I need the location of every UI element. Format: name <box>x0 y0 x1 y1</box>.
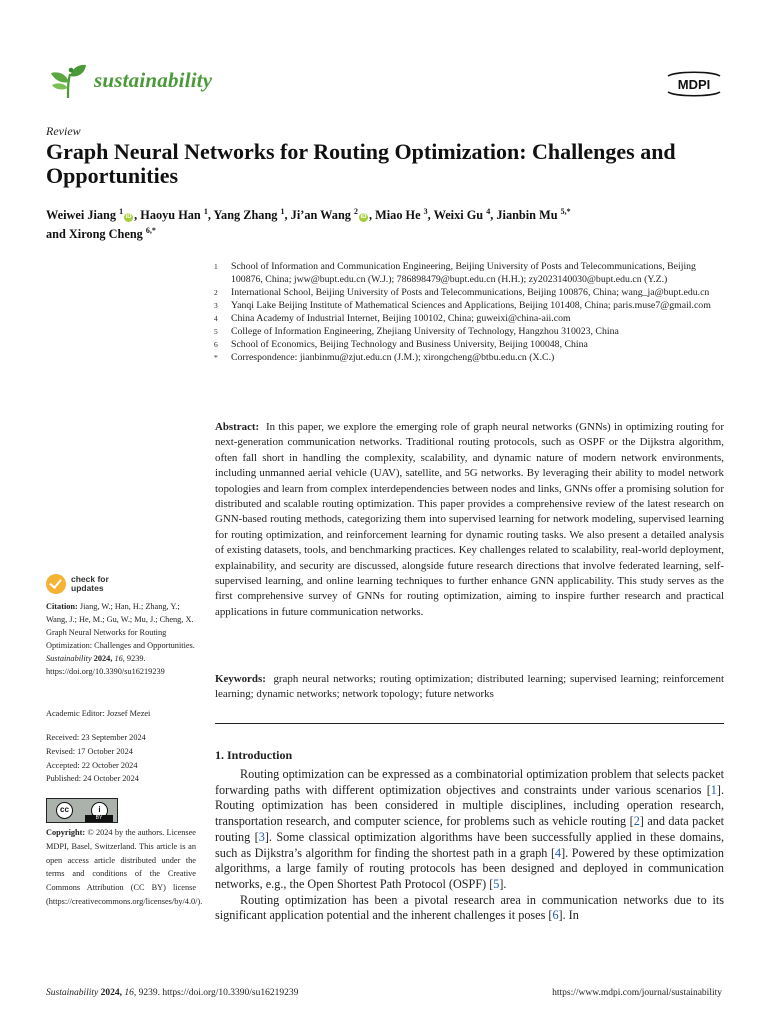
author-affiliation-mark: 4 <box>486 207 491 216</box>
affiliation-item <box>214 338 729 351</box>
affiliation-text: College of Information Engineering, Zhejiang University of Technology, Hangzhou 310023, China <box>231 326 619 337</box>
affiliation-mark: 3 <box>214 301 218 310</box>
mdpi-logo <box>664 70 724 98</box>
citation-label: Citation: <box>46 602 78 611</box>
footer-journal-url[interactable]: https://www.mdpi.com/journal/sustainability <box>552 988 722 998</box>
check-for-updates-button[interactable] <box>46 570 166 598</box>
reference-link[interactable]: 5 <box>493 876 500 891</box>
copyright-label: Copyright: <box>46 828 86 837</box>
author-name: Miao He <box>375 208 424 223</box>
article-title: Graph Neural Networks for Routing Optimization: Challenges and Opportunities <box>46 139 676 188</box>
copyright-notice: Copyright: © 2024 by the authors. Licensee MDPI, Basel, Switzerland. This article is an open access article distributed under the terms and conditions of the Creative Commons Attribution (CC BY) license (https://creativecommons.org/licenses/by/4.0/). <box>46 828 203 906</box>
affiliation-item <box>214 260 729 286</box>
introduction-body <box>215 767 724 924</box>
check-icon <box>46 574 66 594</box>
author-name: Ji’an Wang <box>290 208 354 223</box>
affiliation-text: Correspondence: jianbinmu@zjut.edu.cn (J.M.); xirongcheng@btbu.edu.cn (X.C.) <box>231 352 555 363</box>
affiliation-text: China Academy of Industrial Internet, Beijing 100102, China; guweixi@china-aii.com <box>231 313 571 324</box>
affiliation-text: International School, Beijing University of Posts and Telecommunications, Beijing 100876, China; wang_ja@bupt.edu.cn <box>231 287 710 298</box>
author-name: and Xirong Cheng <box>46 227 146 242</box>
affiliation-mark: 4 <box>214 314 218 323</box>
cc-by-license-badge[interactable] <box>46 798 118 823</box>
section-heading-introduction: 1. Introduction <box>215 748 293 762</box>
abstract <box>215 420 724 620</box>
academic-editor: Academic Editor: Jozsef Mezei <box>46 709 151 718</box>
author-affiliation-mark: 1 <box>280 207 285 216</box>
publication-dates <box>46 731 201 786</box>
keywords-label: Keywords: <box>215 673 266 685</box>
author-name: Haoyu Han <box>140 208 204 223</box>
affiliation-text: School of Economics, Beijing Technology and Business University, Beijing 100048, China <box>231 339 588 350</box>
svg-text:MDPI: MDPI <box>677 77 711 92</box>
author-name: Yang Zhang <box>213 208 281 223</box>
author-name: Jianbin Mu <box>496 208 561 223</box>
keywords <box>215 672 724 703</box>
affiliation-item <box>214 286 729 299</box>
affiliation-mark: 5 <box>214 327 218 336</box>
affiliation-mark: 2 <box>214 288 218 297</box>
affiliations-list <box>214 260 729 364</box>
by-label: BY <box>85 815 113 822</box>
sustainability-leaf-logo <box>48 62 88 100</box>
footer-doi-link[interactable]: 9239. https://doi.org/10.3390/su16219239 <box>138 988 299 998</box>
citation-doi[interactable]: 9239. https://doi.org/10.3390/su16219239 <box>46 654 165 676</box>
author-affiliation-mark: 1 <box>203 207 208 216</box>
author-name: Weixi Gu <box>433 208 487 223</box>
citation-block: Citation: Jiang, W.; Han, H.; Zhang, Y.; Wang, J.; He, M.; Gu, W.; Mu, J.; Cheng, X. Graph Neural Networks for Routing Optimization: Challenges and Opportunities. Sustainability 2024, 16, 9239. https://doi.org/10.3390/su16219239 <box>46 602 195 676</box>
cc-icon: cc <box>56 802 73 819</box>
keywords-text: graph neural networks; routing optimization; distributed learning; supervised learning; reinforcement learning; dynamic networks; network topology; future networks <box>215 673 724 701</box>
orcid-icon[interactable]: iD <box>125 214 132 221</box>
affiliation-mark: 1 <box>214 262 218 271</box>
author-affiliation-mark: 5,* <box>560 207 571 216</box>
journal-name: sustainability <box>94 68 213 92</box>
article-type: Review <box>46 124 81 138</box>
author-affiliation-mark: 2 <box>354 207 358 216</box>
abstract-text: In this paper, we explore the emerging role of graph neural networks (GNNs) in optimizing routing for next-generation communication networks. Traditional routing protocols, such as OSPF or the Dijkstra algorithm, often fall short in handling the complexity, scalability, and dynamic nature of modern network environments, including unmanned aerial vehicle (UAV), satellite, and 5G networks. By leveraging their ability to model network topologies and learn from complex interdependencies between nodes and links, GNNs offer a promising solution for distributed and scalable routing optimization. This paper provides a comprehensive review of the latest research on GNN-based routing methods, categorizing them into supervised learning for network modeling, supervised learning for routing optimization, and reinforcement learning for dynamic routing tasks. We also present a detailed analysis of existing datasets, tools, and benchmarking practices. Key challenges related to scalability, real-world deployment, explainability, and security are discussed, alongside future research directions that involve federated learning, self-supervised learning, and online learning techniques to further enhance GNN applicability. This study serves as the first comprehensive survey of GNNs for routing optimization, aiming to inspire further research and practical applications in future communication networks. <box>215 421 724 618</box>
affiliation-item <box>214 325 729 338</box>
affiliation-mark: 6 <box>214 340 218 349</box>
date-line: Revised: 17 October 2024 <box>46 746 133 756</box>
orcid-icon[interactable]: iD <box>360 214 367 221</box>
abstract-label: Abstract: <box>215 421 260 433</box>
reference-link[interactable]: 4 <box>555 845 562 860</box>
body-paragraph: Routing optimization has been a pivotal research area in communication networks due to its significant application potential and the inherent challenges it poses [6]. In <box>215 892 724 923</box>
author-affiliation-mark: 6,* <box>145 226 156 236</box>
check-for-updates-label: check for updates <box>71 574 109 593</box>
author-affiliation-mark: 3 <box>423 207 428 216</box>
date-line: Received: 23 September 2024 <box>46 733 146 742</box>
affiliation-text: Yanqi Lake Beijing Institute of Mathematical Sciences and Applications, Beijing 101408, China; paris.muse7@gmail.com <box>231 300 711 311</box>
reference-link[interactable]: 1 <box>710 782 717 797</box>
attribution-person-icon: i <box>91 802 108 819</box>
date-line: Accepted: 22 October 2024 <box>46 760 138 770</box>
affiliation-text: School of Information and Communication Engineering, Beijing University of Posts and Telecommunications, Beijing 100876, China; jww@bupt.edu.cn (W.J.); 786898479@bupt.edu.cn (H.H.); zy2023140030@bupt.edu.cn (Y.Z.) <box>231 261 696 285</box>
body-paragraph: Routing optimization can be expressed as a combinatorial optimization problem that selects packet forwarding paths with different optimization objectives and constraints under various scenarios [1]. Routing optimization has been considered in multiple disciplines, including operation research, transportation research, and computer science, for problems such as vehicle routing [2] and data packet routing [3]. Some classical optimization algorithms have been successfully applied in these domains, such as Dijkstra’s algorithm for finding the shortest path in a graph [4]. Powered by these optimization algorithms, a large family of routing protocols has been designed and deployed in communication networks, e.g., the Open Shortest Path Protocol (OSPF) [5]. <box>215 767 724 891</box>
author-affiliation-mark: 1 <box>119 207 124 216</box>
affiliation-item <box>214 312 729 325</box>
author-list: Weiwei Jiang $^1$iD , Haoyu Han $^1$, Yang Zhang $^1$, Ji’an Wang $^2$iD , Miao He $^3$, Weixi Gu $^4$, Jianbin Mu $^{5,*}$ and Xirong Cheng $^{6,*}$ <box>46 207 571 242</box>
affiliation-item <box>214 351 729 364</box>
footer-citation: Sustainability 2024, 16, 9239. https://doi.org/10.3390/su16219239 <box>46 988 299 998</box>
reference-link[interactable]: 3 <box>258 829 265 844</box>
reference-link[interactable]: 6 <box>552 908 559 923</box>
author-name: Weiwei Jiang <box>46 208 120 223</box>
date-line: Published: 24 October 2024 <box>46 774 139 784</box>
affiliation-item <box>214 299 729 312</box>
affiliation-mark: * <box>214 353 218 362</box>
reference-link[interactable]: 2 <box>633 814 640 829</box>
section-divider <box>215 723 724 724</box>
